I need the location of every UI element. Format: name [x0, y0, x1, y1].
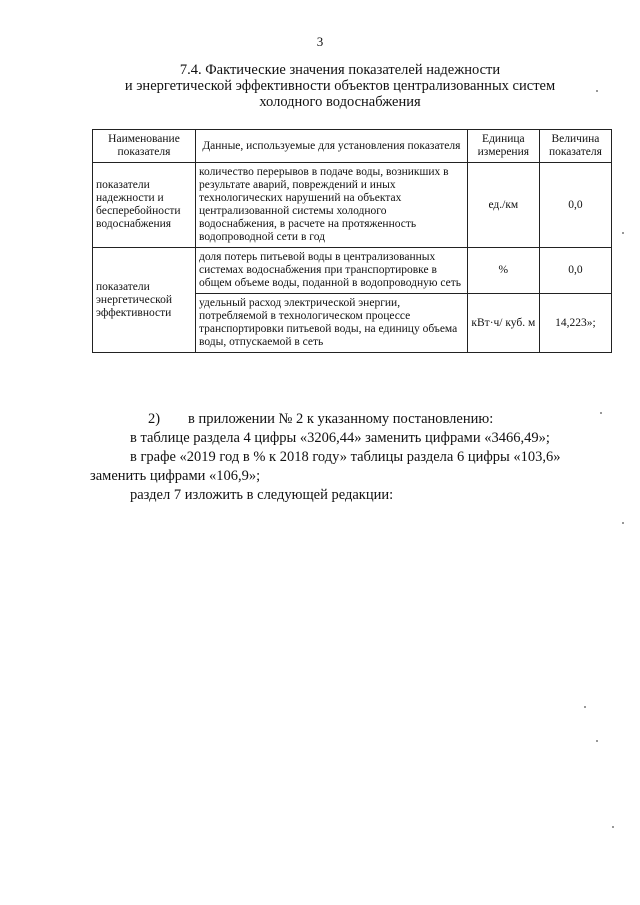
paragraph-line: в графе «2019 год в % к 2018 году» таблицы раздела 6 цифры «103,6»: [130, 449, 561, 465]
paragraph-line: раздел 7 изложить в следующей редакции:: [130, 487, 394, 503]
indicator-name: показатели энергетической эффективности: [93, 248, 196, 353]
amendment-text: [90, 410, 615, 505]
scan-speck: [596, 90, 598, 92]
indicators-table: [92, 129, 612, 353]
page-number: 3: [316, 34, 324, 49]
paragraph-line: заменить цифрами «106,9»;: [90, 468, 261, 484]
section-title-line-3: холодного водоснабжения: [259, 94, 421, 110]
indicator-unit: ед./км: [467, 163, 539, 248]
indicator-unit: кВт·ч/ куб. м: [467, 294, 539, 353]
indicator-data: удельный расход электрической энергии, потребляемой в технологическом процессе транспортировки питьевой воды, на единицу объема воды, отпускаемой в сеть: [195, 294, 467, 353]
indicator-name: показатели надежности и бесперебойности водоснабжения: [93, 163, 196, 248]
section-title-line-1: 7.4. Фактические значения показателей надежности: [179, 62, 501, 78]
header-unit: Единица измерения: [467, 130, 539, 163]
table-row: [93, 248, 612, 294]
item-number: 2): [148, 411, 161, 427]
indicator-value: 0,0: [539, 248, 611, 294]
scan-speck: [612, 826, 614, 828]
indicator-value: 0,0: [539, 163, 611, 248]
table-row: [93, 163, 612, 248]
section-title-line-2: и энергетической эффективности объектов централизованных систем: [124, 78, 556, 94]
indicator-unit: %: [467, 248, 539, 294]
indicator-value: 14,223»;: [539, 294, 611, 353]
indicator-data: доля потерь питьевой воды в централизованных системах водоснабжения при транспортировке в общем объеме воды, поданной в водопроводную сеть: [195, 248, 467, 294]
scan-speck: [622, 522, 624, 524]
section-title: [60, 62, 620, 110]
indicator-data: количество перерывов в подаче воды, возникших в результате аварий, повреждений и иных технологических нарушений на объектах централизованной системы холодного водоснабжения, в расчете на протяженность водопроводной сети в год: [195, 163, 467, 248]
header-name: Наименование показателя: [93, 130, 196, 163]
scan-speck: [622, 232, 624, 234]
scan-speck: [596, 740, 598, 742]
item-text: в приложении № 2 к указанному постановлению:: [188, 411, 494, 427]
list-item: [90, 410, 615, 429]
table-header-row: [93, 130, 612, 163]
scan-speck: [600, 412, 602, 414]
header-data: Данные, используемые для установления показателя: [195, 130, 467, 163]
scan-speck: [584, 706, 586, 708]
header-value: Величина показателя: [539, 130, 611, 163]
paragraph-line: в таблице раздела 4 цифры «3206,44» заменить цифрами «3466,49»;: [130, 430, 550, 446]
